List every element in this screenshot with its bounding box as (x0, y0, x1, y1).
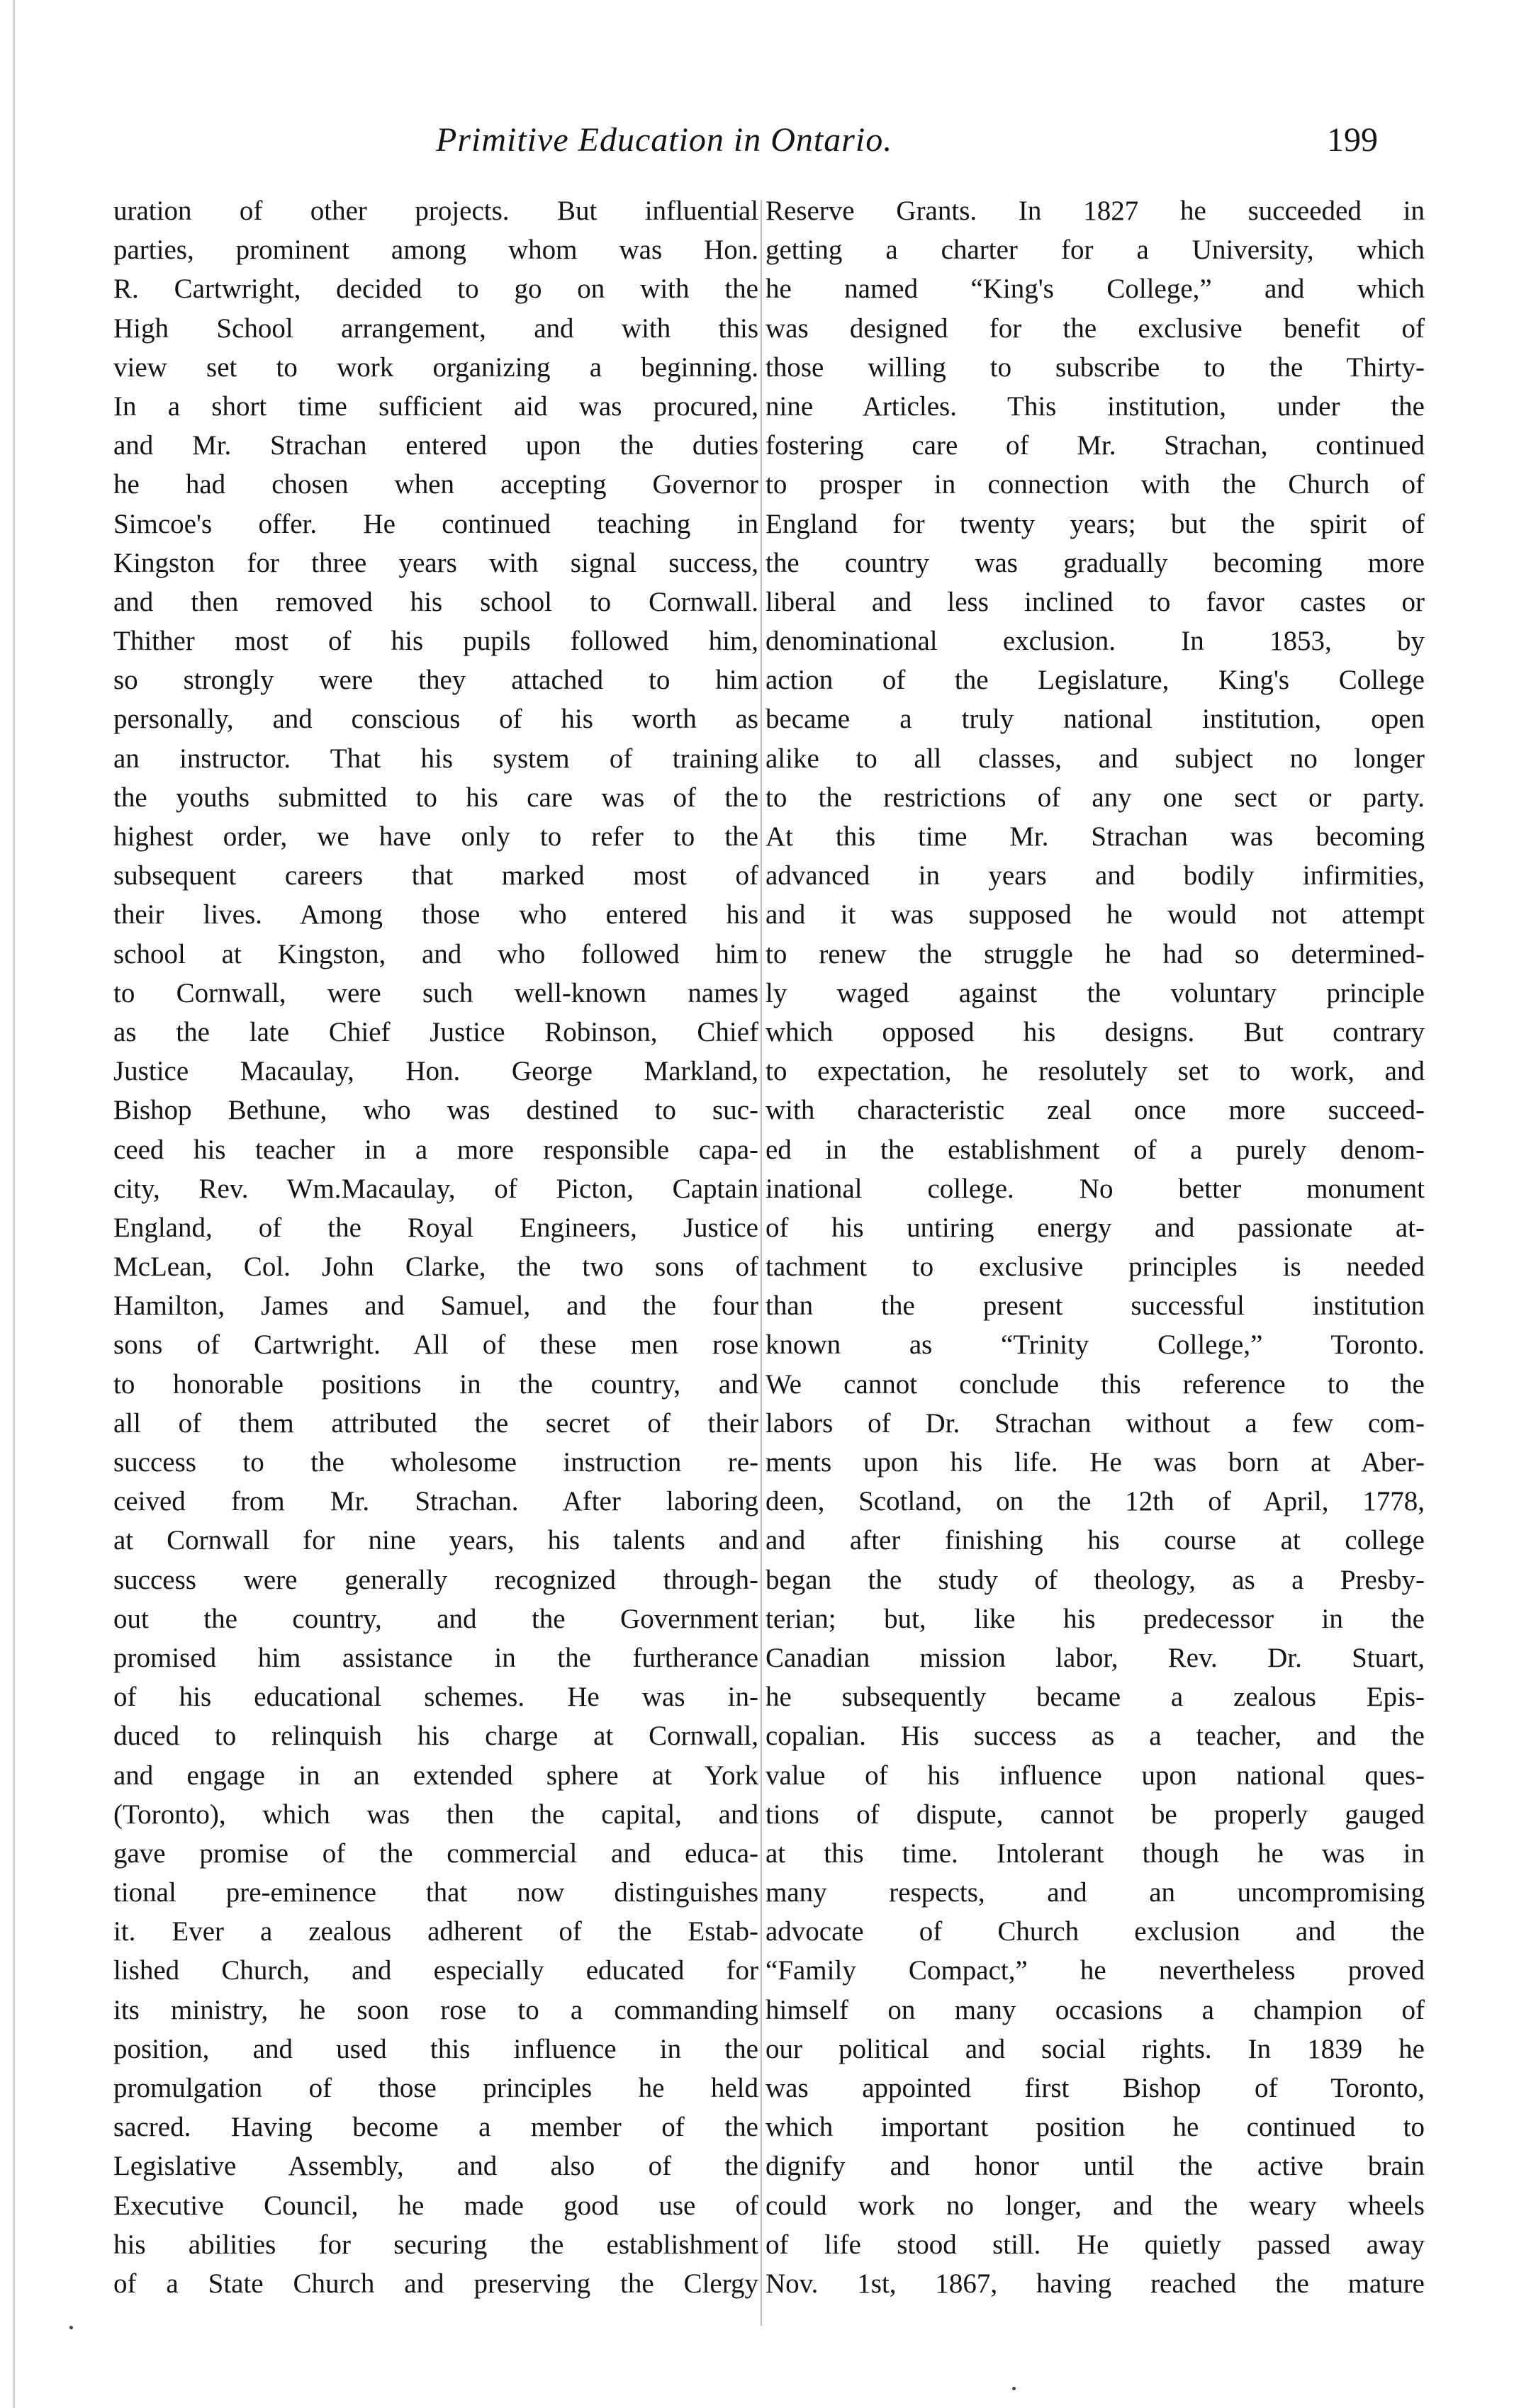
text-line: and Mr. Strachan entered upon the duties (113, 430, 758, 461)
text-line: ments upon his life. He was born at Aber- (766, 1447, 1425, 1478)
text-line: and after finishing his course at college (766, 1525, 1425, 1556)
text-line: liberal and less inclined to favor castes or (766, 586, 1425, 617)
text-line: copalian. His success as a teacher, and the (766, 1721, 1425, 1752)
text-line: became a truly national institution, open (766, 704, 1425, 735)
text-line: to Cornwall, were such well-known names (113, 977, 758, 1008)
text-line: tachment to exclusive principles is needed (766, 1251, 1425, 1283)
text-line: was appointed first Bishop of Toronto, (766, 2073, 1425, 2103)
text-line: alike to all classes, and subject no longer (766, 743, 1425, 774)
text-line: of his untiring energy and passionate at- (766, 1212, 1425, 1243)
text-line: highest order, we have only to refer to the (113, 821, 758, 852)
text-line: promised him assistance in the furtherance (113, 1642, 758, 1673)
text-line: those willing to subscribe to the Thirty- (766, 351, 1425, 383)
text-line: sacred. Having become a member of the (113, 2112, 758, 2143)
text-line: advocate of Church exclusion and the (766, 1916, 1425, 1947)
text-line: the youths submitted to his care was of the (113, 782, 758, 813)
text-line: was designed for the exclusive benefit of (766, 313, 1425, 344)
text-line: getting a charter for a University, which (766, 235, 1425, 266)
text-line: school at Kingston, and who followed him (113, 938, 758, 969)
text-line: ly waged against the voluntary principle (766, 977, 1425, 1008)
text-line: city, Rev. Wm.Macaulay, of Picton, Captain (113, 1173, 758, 1204)
text-line: Hamilton, James and Samuel, and the four (113, 1290, 758, 1322)
text-line: the country was gradually becoming more (766, 547, 1425, 578)
text-line: Justice Macaulay, Hon. George Markland, (113, 1056, 758, 1087)
text-line: he named “King's College,” and which (766, 274, 1425, 305)
text-line: McLean, Col. John Clarke, the two sons of (113, 1251, 758, 1283)
text-line: to renew the struggle he had so determined- (766, 938, 1425, 969)
text-line: High School arrangement, and with this (113, 313, 758, 344)
text-line: position, and used this influence in the (113, 2033, 758, 2064)
text-line: nine Articles. This institution, under the (766, 390, 1425, 422)
text-line: he subsequently became a zealous Epis- (766, 1682, 1425, 1713)
text-line: and engage in an extended sphere at York (113, 1760, 758, 1791)
text-line: ed in the establishment of a purely denom- (766, 1134, 1425, 1165)
text-line: of his educational schemes. He was in- (113, 1682, 758, 1713)
text-line: Reserve Grants. In 1827 he succeeded in (766, 196, 1425, 226)
text-line: it. Ever a zealous adherent of the Estab- (113, 1916, 758, 1947)
text-line: tional pre-eminence that now distinguishes (113, 1877, 758, 1908)
text-line: an instructor. That his system of training (113, 743, 758, 774)
text-line: their lives. Among those who entered his (113, 899, 758, 930)
text-line: “Family Compact,” he nevertheless proved (766, 1955, 1425, 1986)
text-line: view set to work organizing a beginning. (113, 351, 758, 383)
text-line: which opposed his designs. But contrary (766, 1016, 1425, 1047)
text-line: at Cornwall for nine years, his talents and (113, 1525, 758, 1556)
text-line: Bishop Bethune, who was destined to suc- (113, 1095, 758, 1126)
text-line: lished Church, and especially educated for (113, 1955, 758, 1986)
text-line: Nov. 1st, 1867, having reached the mature (766, 2268, 1425, 2299)
text-line: England, of the Royal Engineers, Justice (113, 1212, 758, 1243)
text-line: so strongly were they attached to him (113, 665, 758, 696)
text-line: with characteristic zeal once more succeed- (766, 1095, 1425, 1126)
column-divider (761, 200, 762, 2326)
text-line: fostering care of Mr. Strachan, continued (766, 430, 1425, 461)
text-line: as the late Chief Justice Robinson, Chief (113, 1016, 758, 1047)
text-line: R. Cartwright, decided to go on with the (113, 274, 758, 305)
text-line: deen, Scotland, on the 12th of April, 1778, (766, 1486, 1425, 1517)
text-line: Canadian mission labor, Rev. Dr. Stuart, (766, 1642, 1425, 1673)
text-line: parties, prominent among whom was Hon. (113, 235, 758, 266)
text-line: duced to relinquish his charge at Cornwall, (113, 1721, 758, 1752)
text-line: gave promise of the commercial and educa- (113, 1838, 758, 1869)
text-line: uration of other projects. But influential (113, 196, 758, 226)
text-line: In a short time sufficient aid was procured, (113, 390, 758, 422)
text-line: of life stood still. He quietly passed away (766, 2229, 1425, 2260)
text-line: to expectation, he resolutely set to work, and (766, 1056, 1425, 1087)
text-line: subsequent careers that marked most of (113, 860, 758, 891)
text-line: personally, and conscious of his worth as (113, 704, 758, 735)
text-line: to prosper in connection with the Church of (766, 469, 1425, 500)
text-line: to the restrictions of any one sect or party. (766, 782, 1425, 813)
text-line: than the present successful institution (766, 1290, 1425, 1322)
text-line: success were generally recognized through- (113, 1564, 758, 1595)
text-line: denominational exclusion. In 1853, by (766, 626, 1425, 657)
text-line: could work no longer, and the weary wheels (766, 2190, 1425, 2221)
text-line: himself on many occasions a champion of (766, 1994, 1425, 2025)
text-line: Simcoe's offer. He continued teaching in (113, 508, 758, 539)
text-line: of a State Church and preserving the Clergy (113, 2268, 758, 2299)
text-line: England for twenty years; but the spirit of (766, 508, 1425, 539)
print-speck (1012, 2387, 1016, 2390)
text-line: at this time. Intolerant though he was in (766, 1838, 1425, 1869)
text-line: success to the wholesome instruction re- (113, 1447, 758, 1478)
text-line: dignify and honor until the active brain (766, 2151, 1425, 2182)
text-line: many respects, and an uncompromising (766, 1877, 1425, 1908)
text-line: known as “Trinity College,” Toronto. (766, 1329, 1425, 1361)
text-line: Kingston for three years with signal success, (113, 547, 758, 578)
text-line: ceived from Mr. Strachan. After laboring (113, 1486, 758, 1517)
text-line: action of the Legislature, King's College (766, 665, 1425, 696)
text-line: Executive Council, he made good use of (113, 2190, 758, 2221)
text-line: We cannot conclude this reference to the (766, 1368, 1425, 1400)
print-speck (69, 2326, 73, 2329)
left-column (113, 191, 758, 2303)
text-line: ceed his teacher in a more responsible capa- (113, 1134, 758, 1165)
right-column (766, 191, 1425, 2303)
page-header (0, 120, 1531, 177)
text-line: promulgation of those principles he held (113, 2073, 758, 2103)
text-line: began the study of theology, as a Presby- (766, 1564, 1425, 1595)
text-line: and then removed his school to Cornwall. (113, 586, 758, 617)
text-line: advanced in years and bodily infirmities, (766, 860, 1425, 891)
text-line: value of his influence upon national ques- (766, 1760, 1425, 1791)
text-line: he had chosen when accepting Governor (113, 469, 758, 500)
text-line: all of them attributed the secret of their (113, 1407, 758, 1439)
text-line: tions of dispute, cannot be properly gauged (766, 1799, 1425, 1830)
page-edge (13, 0, 15, 2408)
text-line: which important position he continued to (766, 2112, 1425, 2143)
text-line: labors of Dr. Strachan without a few com- (766, 1407, 1425, 1439)
text-line: sons of Cartwright. All of these men rose (113, 1329, 758, 1361)
text-line: (Toronto), which was then the capital, and (113, 1799, 758, 1830)
text-line: Legislative Assembly, and also of the (113, 2151, 758, 2182)
text-line: and it was supposed he would not attempt (766, 899, 1425, 930)
text-line: to honorable positions in the country, and (113, 1368, 758, 1400)
page-number: 199 (1327, 121, 1378, 159)
text-line: inational college. No better monument (766, 1173, 1425, 1204)
text-line: our political and social rights. In 1839 he (766, 2033, 1425, 2064)
text-line: Thither most of his pupils followed him, (113, 626, 758, 657)
running-title: Primitive Education in Ontario. (436, 121, 893, 159)
text-line: his abilities for securing the establishment (113, 2229, 758, 2260)
text-line: out the country, and the Government (113, 1603, 758, 1634)
text-line: At this time Mr. Strachan was becoming (766, 821, 1425, 852)
text-line: its ministry, he soon rose to a commanding (113, 1994, 758, 2025)
text-line: terian; but, like his predecessor in the (766, 1603, 1425, 1634)
